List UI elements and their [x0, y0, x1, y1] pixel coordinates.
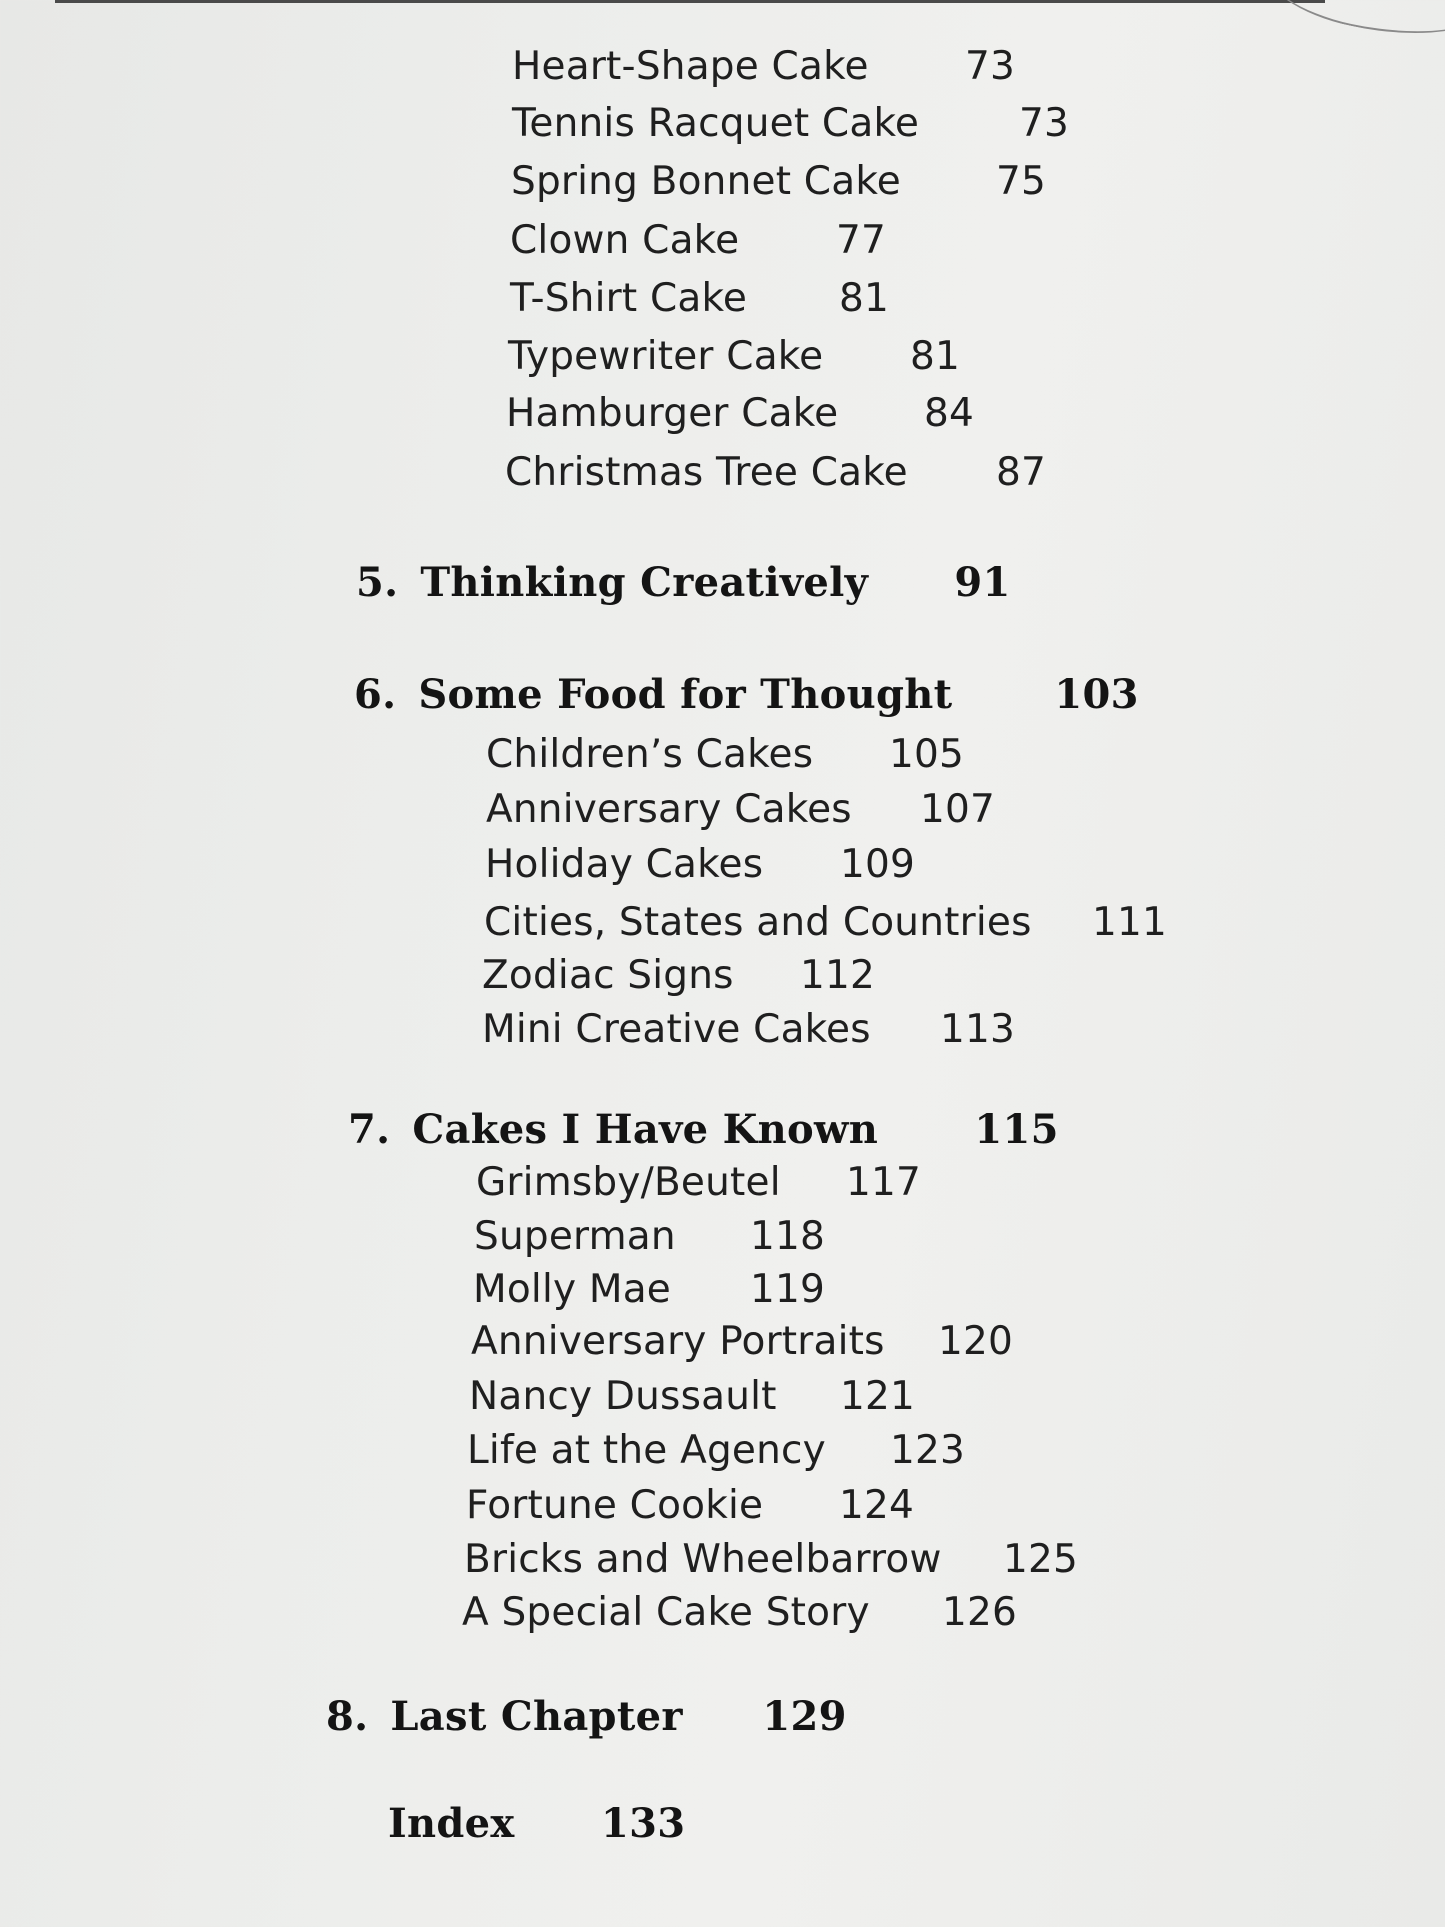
toc-index-page: 133 [601, 1800, 686, 1847]
toc-chapter-title: Last Chapter [390, 1693, 683, 1740]
toc-subentry-page: 123 [890, 1428, 966, 1473]
toc-subentry [467, 1428, 966, 1473]
toc-subentry-title: Heart-Shape Cake [512, 44, 869, 89]
toc-subentry-title: Mini Creative Cakes [482, 1007, 871, 1052]
toc-subentry-page: 124 [839, 1483, 915, 1528]
toc-chapter [326, 1693, 847, 1740]
toc-subentry-page: 126 [942, 1590, 1018, 1635]
toc-subentry-title: Tennis Racquet Cake [512, 101, 920, 146]
toc-subentry-page: 121 [840, 1374, 916, 1419]
toc-subentry-title: Grimsby/Beutel [476, 1160, 781, 1205]
toc-subentry [510, 276, 890, 321]
toc-subentry-page: 118 [750, 1214, 826, 1259]
toc-subentry-title: Superman [474, 1214, 676, 1259]
toc-subentry-title: Anniversary Portraits [471, 1319, 885, 1364]
toc-chapter-page: 91 [954, 559, 1011, 606]
toc-subentry [474, 1214, 826, 1259]
toc-subentry [466, 1483, 915, 1528]
toc-subentry-title: Holiday Cakes [485, 842, 764, 887]
toc-subentry-title: Cities, States and Countries [484, 900, 1032, 945]
toc-subentry-page: 119 [750, 1267, 826, 1312]
toc-subentry-page: 111 [1092, 900, 1168, 945]
toc-subentry-page: 87 [996, 450, 1047, 495]
toc-subentry-page: 120 [938, 1319, 1014, 1364]
toc-subentry-title: Zodiac Signs [482, 953, 734, 998]
toc-subentry [506, 391, 975, 436]
toc-subentry-page: 77 [836, 218, 887, 263]
toc-subentry-title: Fortune Cookie [466, 1483, 764, 1528]
toc-subentry-page: 81 [910, 334, 961, 379]
toc-chapter-number: 8. [326, 1693, 369, 1740]
toc-subentry-title: Anniversary Cakes [486, 787, 852, 832]
toc-chapter-page: 103 [1054, 671, 1139, 718]
toc-subentry [512, 44, 1016, 89]
toc-subentry [462, 1590, 1018, 1635]
toc-index-entry [388, 1800, 686, 1847]
toc-subentry-title: T-Shirt Cake [510, 276, 748, 321]
toc-subentry [464, 1537, 1079, 1582]
toc-subentry [512, 101, 1070, 146]
toc-subentry [508, 334, 961, 379]
toc-subentry [482, 1007, 1016, 1052]
toc-subentry [471, 1319, 1014, 1364]
toc-subentry [469, 1374, 916, 1419]
toc-subentry [485, 842, 916, 887]
toc-subentry-title: Children’s Cakes [486, 732, 814, 777]
toc-subentry-title: Spring Bonnet Cake [511, 159, 901, 204]
toc-subentry-title: Life at the Agency [467, 1428, 826, 1473]
toc-subentry-page: 81 [839, 276, 890, 321]
toc-subentry-title: Bricks and Wheelbarrow [464, 1537, 942, 1582]
toc-subentry-page: 105 [889, 732, 965, 777]
toc-subentry [482, 953, 876, 998]
toc-subentry-page: 117 [846, 1160, 922, 1205]
toc-subentry [511, 159, 1047, 204]
toc-subentry-page: 113 [940, 1007, 1016, 1052]
toc-chapter [348, 1106, 1059, 1153]
toc-chapter-number: 6. [354, 671, 397, 718]
toc-chapter-title: Cakes I Have Known [412, 1106, 879, 1153]
toc-chapter-title: Some Food for Thought [418, 671, 953, 718]
page-curl [1257, 0, 1445, 56]
toc-subentry-title: Hamburger Cake [506, 391, 839, 436]
toc-subentry [510, 218, 887, 263]
toc-subentry [486, 787, 996, 832]
toc-subentry [486, 732, 965, 777]
toc-subentry [484, 900, 1168, 945]
toc-subentry-title: Christmas Tree Cake [505, 450, 908, 495]
toc-subentry-page: 112 [800, 953, 876, 998]
toc-chapter-page: 115 [974, 1106, 1059, 1153]
page-top-edge [55, 0, 1325, 3]
toc-subentry [505, 450, 1047, 495]
toc-subentry-page: 107 [920, 787, 996, 832]
toc-subentry [476, 1160, 922, 1205]
toc-chapter-number: 5. [356, 559, 399, 606]
toc-chapter-title: Thinking Creatively [420, 559, 869, 606]
toc-subentry-page: 75 [996, 159, 1047, 204]
toc-subentry-title: Clown Cake [510, 218, 740, 263]
toc-subentry-title: Typewriter Cake [508, 334, 824, 379]
toc-chapter [354, 671, 1139, 718]
toc-subentry-page: 109 [840, 842, 916, 887]
toc-subentry-page: 84 [924, 391, 975, 436]
toc-subentry [473, 1267, 826, 1312]
toc-subentry-title: A Special Cake Story [462, 1590, 870, 1635]
toc-subentry-title: Molly Mae [473, 1267, 671, 1312]
toc-subentry-page: 125 [1003, 1537, 1079, 1582]
toc-chapter [356, 559, 1011, 606]
toc-subentry-title: Nancy Dussault [469, 1374, 777, 1419]
toc-subentry-page: 73 [965, 44, 1016, 89]
toc-chapter-page: 129 [762, 1693, 847, 1740]
toc-chapter-number: 7. [348, 1106, 391, 1153]
toc-index-title: Index [388, 1800, 515, 1847]
toc-subentry-page: 73 [1019, 101, 1070, 146]
